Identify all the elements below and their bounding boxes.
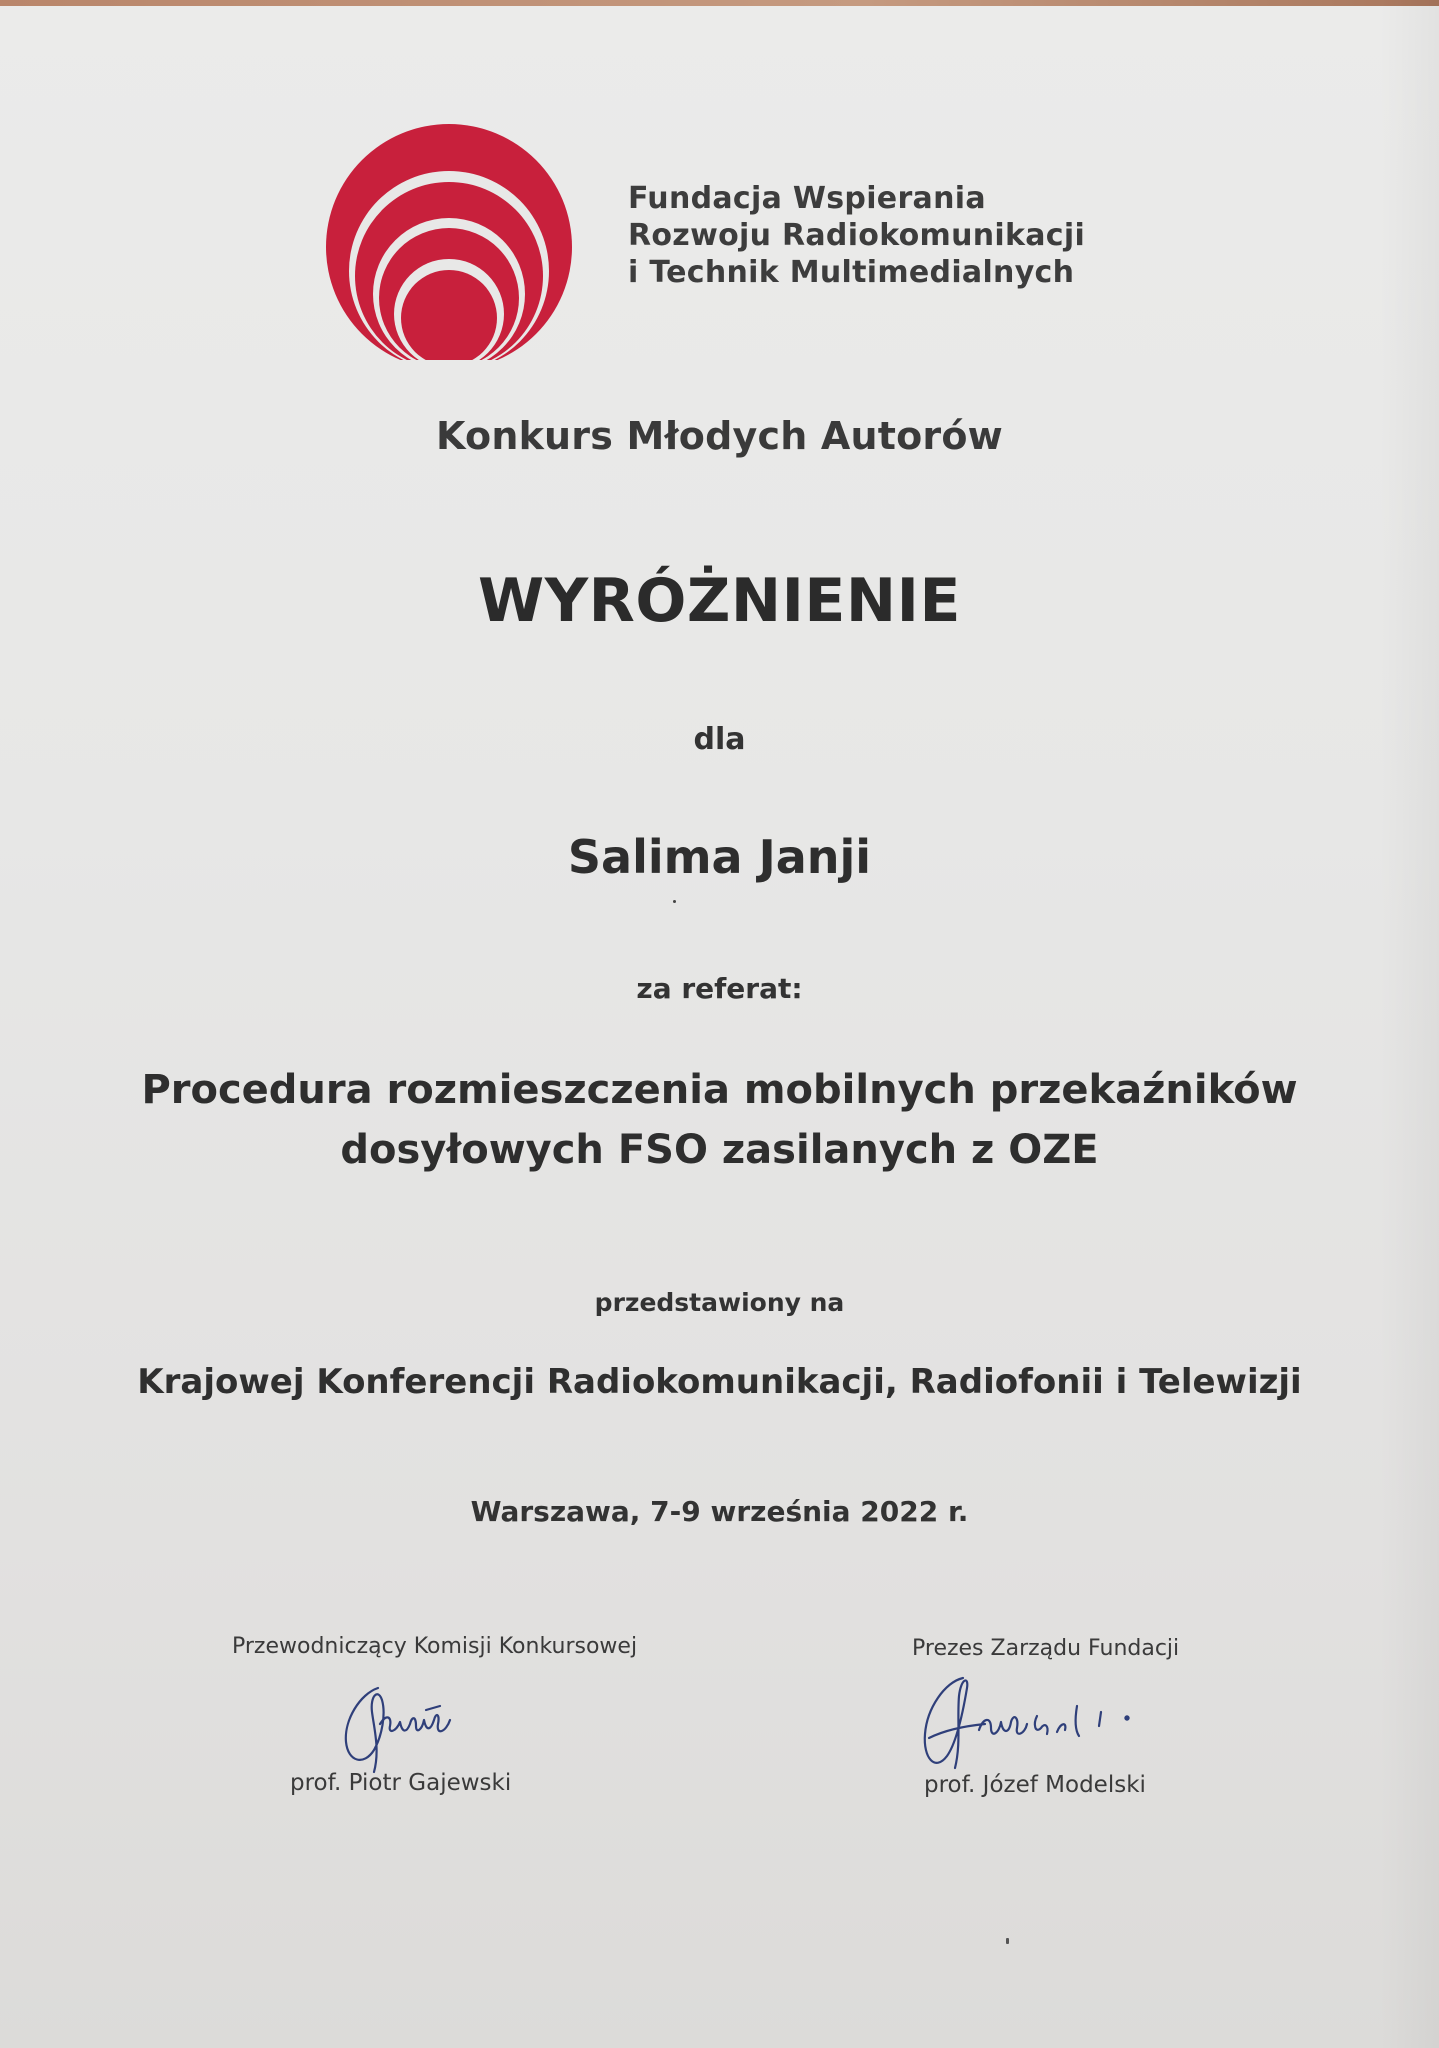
for-label: dla xyxy=(693,722,746,757)
foundation-name-line-1: Fundacja Wspierania xyxy=(628,181,986,216)
award-title: WYRÓŻNIENIE xyxy=(478,566,961,636)
paper-label: za referat: xyxy=(636,972,803,1005)
paper-title-line-2: dosyłowych FSO zasilanych z OZE xyxy=(340,1127,1099,1173)
conference-name: Krajowej Konferencji Radiokomunikacji, Radiofonii i Telewizji xyxy=(137,1362,1302,1402)
right-signature-icon xyxy=(905,1668,1145,1778)
paper-title xyxy=(0,1060,1439,1180)
paper-top-edge xyxy=(0,0,1439,6)
foundation-name-line-2: Rozwoju Radiokomunikacji xyxy=(628,218,1086,253)
paper-title-line-1: Procedura rozmieszczenia mobilnych przekaźników xyxy=(141,1067,1298,1113)
right-signatory-role: Prezes Zarządu Fundacji xyxy=(912,1636,1180,1661)
paper-shadow xyxy=(1379,0,1439,2048)
foundation-name-line-3: i Technik Multimedialnych xyxy=(628,255,1075,290)
left-signatory-name: prof. Piotr Gajewski xyxy=(290,1770,512,1796)
contest-title: Konkurs Młodych Autorów xyxy=(436,414,1003,458)
presented-label: przedstawiony na xyxy=(594,1288,845,1317)
recipient-name: Salima Janji xyxy=(567,830,872,884)
left-signatory-role: Przewodniczący Komisji Konkursowej xyxy=(232,1634,638,1659)
ink-mark xyxy=(1006,1938,1009,1944)
left-signature-icon xyxy=(330,1680,480,1780)
ink-dot xyxy=(673,900,676,903)
right-signatory-name: prof. Józef Modelski xyxy=(924,1772,1146,1798)
place-and-date: Warszawa, 7-9 września 2022 r. xyxy=(470,1495,969,1528)
foundation-name xyxy=(628,180,1085,291)
foundation-logo-icon xyxy=(326,124,572,360)
